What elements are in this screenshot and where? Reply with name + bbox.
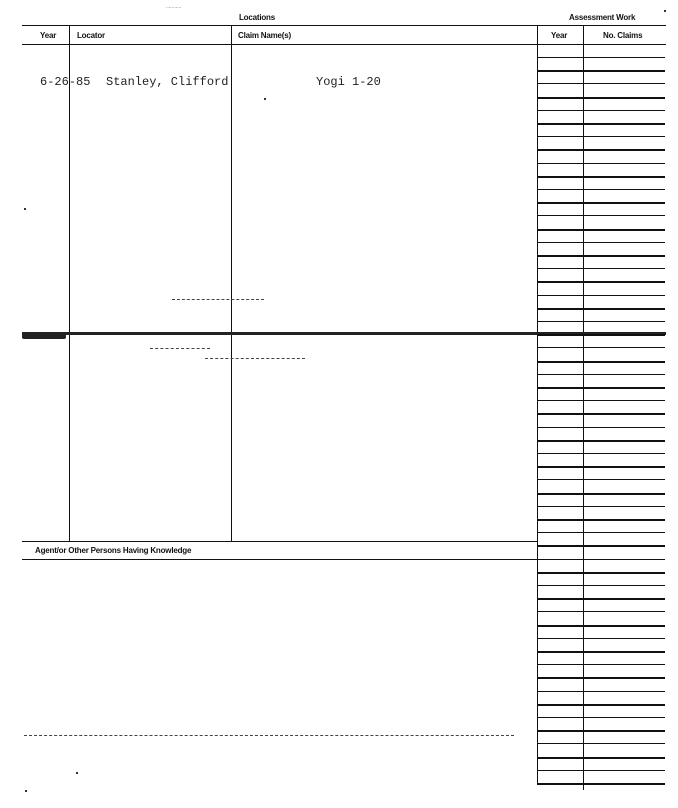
speck: [664, 10, 666, 12]
aw-row-line: [537, 57, 665, 58]
col-header-aw-year: Year: [551, 31, 568, 40]
faint-marks: [205, 358, 305, 359]
aw-row-line: [537, 545, 665, 547]
speck: [76, 772, 78, 774]
entry-claim-name: Yogi 1-20: [316, 75, 381, 89]
aw-row-line: [537, 387, 665, 389]
aw-row-line: [537, 704, 665, 706]
scan-fold-left-blob: [22, 334, 66, 339]
aw-row-line: [537, 519, 665, 521]
entry-locator: Stanley, Clifford: [106, 75, 229, 89]
locations-header: Locations: [239, 13, 275, 22]
aw-row-line: [537, 625, 665, 627]
aw-row-line: [537, 374, 665, 375]
speck: [25, 790, 27, 792]
aw-row-line: [537, 334, 665, 336]
aw-row-line: [537, 97, 665, 99]
aw-row-line: [537, 611, 665, 612]
divider-locator-claims: [231, 25, 232, 541]
aw-row-line: [537, 677, 665, 679]
col-header-aw-claims: No. Claims: [603, 31, 643, 40]
aw-row-line: [537, 229, 665, 231]
aw-row-line: [537, 163, 665, 164]
aw-row-line: [537, 783, 665, 785]
aw-row-line: [537, 717, 665, 718]
aw-row-line: [537, 427, 665, 428]
agent-top-rule: [22, 541, 538, 542]
aw-row-line: [537, 585, 665, 586]
aw-row-line: [537, 295, 665, 296]
aw-row-line: [537, 268, 665, 269]
aw-row-line: [537, 308, 665, 310]
col-header-locator: Locator: [77, 31, 105, 40]
aw-row-line: [537, 400, 665, 401]
aw-row-line: [537, 559, 665, 560]
aw-row-line: [537, 361, 665, 363]
aw-row-line: [537, 215, 665, 216]
aw-row-line: [537, 770, 665, 771]
top-rule: [22, 25, 666, 26]
aw-row-line: [537, 176, 665, 178]
faint-marks: [24, 735, 514, 736]
aw-row-line: [537, 281, 665, 283]
aw-row-line: [537, 506, 665, 507]
aw-row-line: [537, 743, 665, 744]
faint-marks: [150, 348, 210, 349]
aw-row-line: [537, 242, 665, 243]
speck: [264, 98, 266, 100]
aw-row-line: [537, 110, 665, 111]
aw-row-line: [537, 479, 665, 480]
aw-row-line: [537, 347, 665, 348]
divider-aw-year-claims: [583, 25, 584, 790]
aw-row-line: [537, 189, 665, 190]
aw-row-line: [537, 598, 665, 600]
speck: [24, 208, 26, 210]
agent-bottom-rule: [22, 559, 538, 560]
aw-row-line: [537, 136, 665, 137]
header-rule: [22, 44, 666, 45]
aw-row-line: [537, 123, 665, 125]
aw-row-line: [537, 638, 665, 639]
entry-date: 6-26-85: [40, 75, 91, 89]
aw-row-line: [537, 532, 665, 533]
aw-row-line: [537, 757, 665, 759]
aw-row-line: [537, 453, 665, 454]
aw-row-line: [537, 651, 665, 653]
aw-row-line: [537, 149, 665, 151]
aw-row-line: [537, 466, 665, 468]
aw-row-line: [537, 255, 665, 257]
aw-row-line: [537, 691, 665, 692]
aw-row-line: [537, 321, 665, 322]
divider-year-locator: [69, 25, 70, 541]
aw-row-line: [537, 83, 665, 84]
assessment-work-header: Assessment Work: [569, 13, 636, 22]
aw-row-line: [537, 440, 665, 442]
aw-row-line: [537, 730, 665, 732]
aw-row-line: [537, 493, 665, 495]
aw-row-line: [537, 202, 665, 204]
faint-marks: [172, 299, 264, 300]
aw-row-line: [537, 664, 665, 665]
col-header-year: Year: [40, 31, 57, 40]
top-small-text: ...........: [166, 4, 182, 10]
col-header-claim-names: Claim Name(s): [238, 31, 291, 40]
divider-claims-aw: [537, 25, 538, 785]
agent-label: Agent/or Other Persons Having Knowledge: [35, 546, 192, 555]
aw-row-line: [537, 413, 665, 415]
aw-row-line: [537, 572, 665, 574]
aw-row-line: [537, 70, 665, 72]
